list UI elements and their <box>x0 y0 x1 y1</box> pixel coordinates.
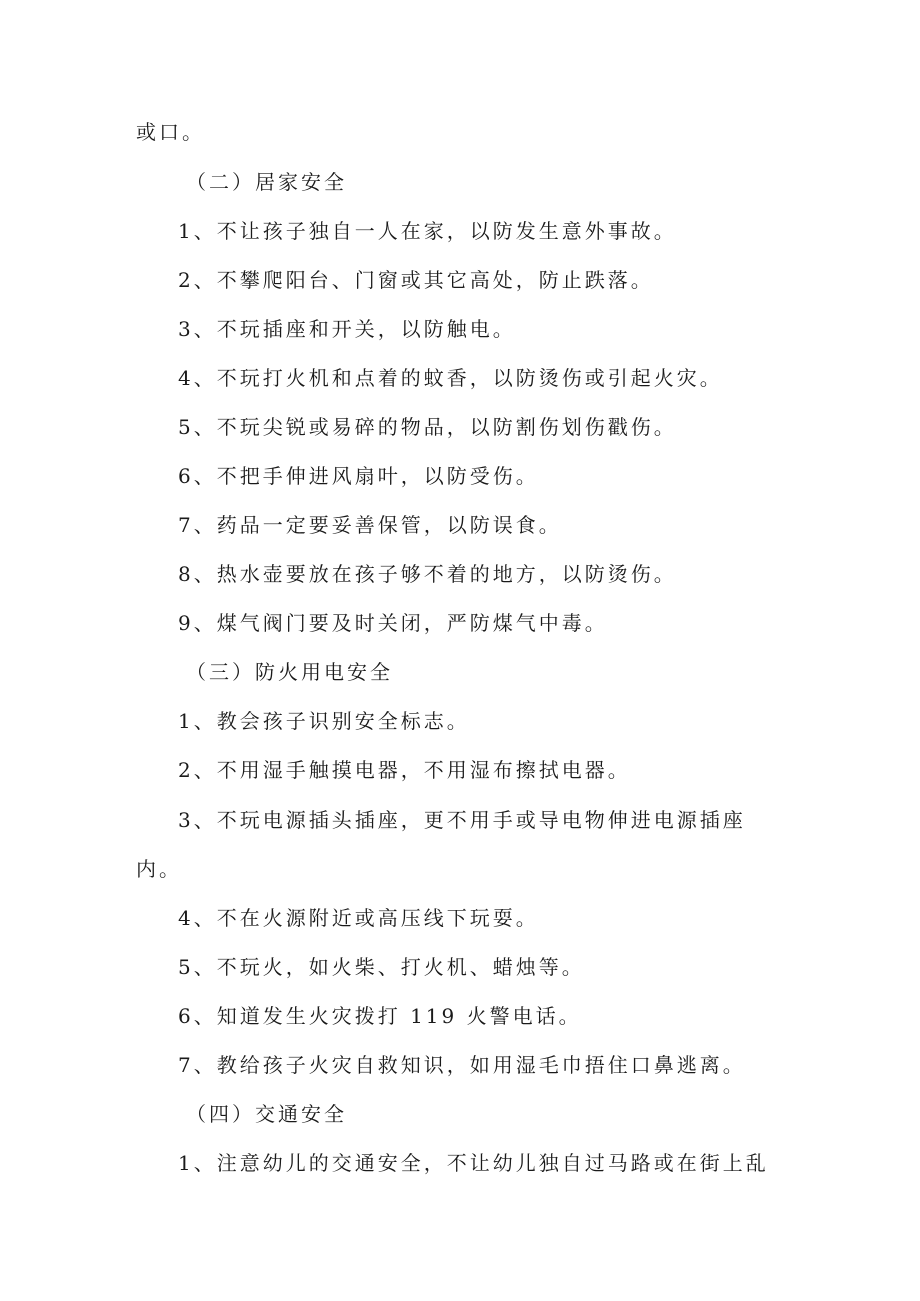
list-item: 7、药品一定要妥善保管，以防误食。 <box>178 513 562 537</box>
list-item: 6、知道发生火灾拨打 119 火警电话。 <box>178 1004 582 1028</box>
list-item: 1、教会孩子识别安全标志。 <box>178 709 470 733</box>
list-item: 4、不玩打火机和点着的蚊香，以防烫伤或引起火灾。 <box>178 366 723 390</box>
list-item: 3、不玩插座和开关，以防触电。 <box>178 317 516 341</box>
list-item: 5、不玩火，如火柴、打火机、蜡烛等。 <box>178 955 585 979</box>
list-item: 1、不让孩子独自一人在家，以防发生意外事故。 <box>178 219 677 243</box>
list-item: 2、不用湿手触摸电器，不用湿布擦拭电器。 <box>178 758 631 782</box>
section-heading-home-safety: （二）居家安全 <box>186 170 347 194</box>
list-item: 2、不攀爬阳台、门窗或其它高处，防止跌落。 <box>178 268 654 292</box>
list-item: 9、煤气阀门要及时关闭，严防煤气中毒。 <box>178 611 608 635</box>
list-item: 8、热水壶要放在孩子够不着的地方，以防烫伤。 <box>178 562 677 586</box>
paragraph-continuation: 内。 <box>136 857 182 881</box>
list-item: 3、不玩电源插头插座，更不用手或导电物伸进电源插座 <box>178 808 746 832</box>
list-item: 7、教给孩子火灾自救知识，如用湿毛巾捂住口鼻逃离。 <box>178 1053 746 1077</box>
list-item: 5、不玩尖锐或易碎的物品，以防割伤划伤戳伤。 <box>178 415 677 439</box>
section-heading-fire-electricity-safety: （三）防火用电安全 <box>186 660 393 684</box>
list-item: 6、不把手伸进风扇叶，以防受伤。 <box>178 464 539 488</box>
list-item: 1、注意幼儿的交通安全，不让幼儿独自过马路或在街上乱 <box>178 1151 769 1175</box>
paragraph-continuation: 或口。 <box>136 120 205 144</box>
section-heading-traffic-safety: （四）交通安全 <box>186 1102 347 1126</box>
list-item: 4、不在火源附近或高压线下玩耍。 <box>178 906 539 930</box>
